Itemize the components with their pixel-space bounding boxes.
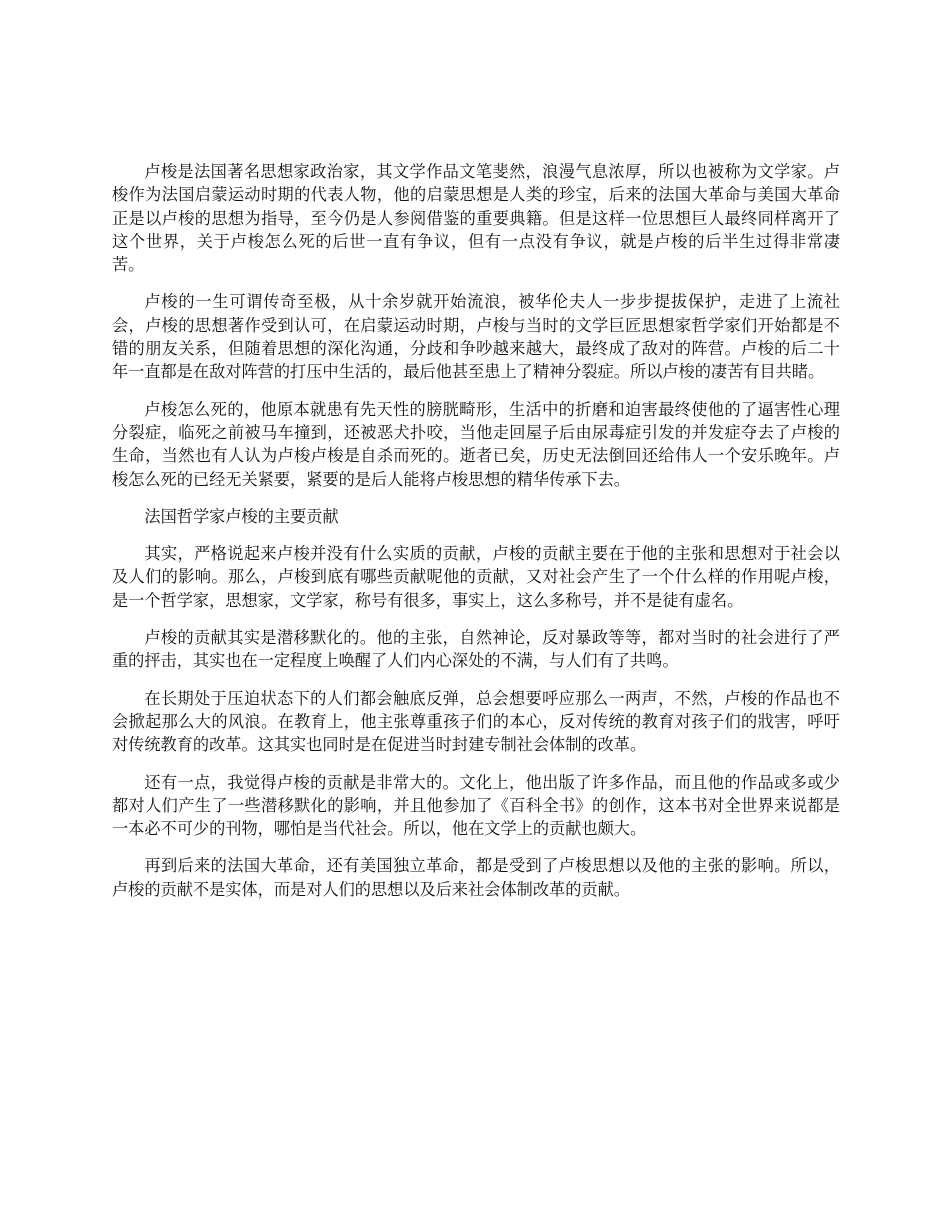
paragraph-contribution-culture: 还有一点，我觉得卢梭的贡献是非常大的。文化上，他出版了许多作品，而且他的作品或多或少都对人们产生了一些潜移默化的影响，并且他参加了《百科全书》的创作，这本书对全世界来说都是一本必不可少的刊物，哪怕是当代社会。所以，他在文学上的贡献也颇大。 <box>112 772 840 839</box>
paragraph-contribution-influence: 卢梭的贡献其实是潜移默化的。他的主张，自然神论，反对暴政等等，都对当时的社会进行了严重的抨击，其实也在一定程度上唤醒了人们内心深处的不满，与人们有了共鸣。 <box>112 628 840 671</box>
paragraph-contribution-overview: 其实，严格说起来卢梭并没有什么实质的贡献，卢梭的贡献主要在于他的主张和思想对于社会以及人们的影响。那么，卢梭到底有哪些贡献呢他的贡献，又对社会产生了一个什么样的作用呢卢梭，是一个哲学家，思想家，文学家，称号有很多，事实上，这么多称号，并不是徒有虚名。 <box>112 544 840 610</box>
section-heading: 法国哲学家卢梭的主要贡献 <box>144 506 339 526</box>
paragraph-intro: 卢梭是法国著名思想家政治家，其文学作品文笔斐然，浪漫气息浓厚，所以也被称为文学家。卢梭作为法国启蒙运动时期的代表人物，他的启蒙思想是人类的珍宝，后来的法国大革命与美国大革命正是以卢梭的思想为指导，至今仍是人参阅借鉴的重要典籍。但是这样一位思想巨人最终同样离开了这个世界，关于卢梭怎么死的后世一直有争议，但有一点没有争议，就是卢梭的后半生过得非常凄苦。 <box>112 162 840 275</box>
paragraph-contribution-revolution: 再到后来的法国大革命，还有美国独立革命，都是受到了卢梭思想以及他的主张的影响。所以，卢梭的贡献不是实体，而是对人们的思想以及后来社会体制改革的贡献。 <box>112 856 840 899</box>
paragraph-contribution-education: 在长期处于压迫状态下的人们都会触底反弹，总会想要呼应那么一两声，不然，卢梭的作品也不会掀起那么大的风浪。在教育上，他主张尊重孩子们的本心，反对传统的教育对孩子们的戕害，呼吁对传统教育的改革。这其实也同时是在促进当时封建专制社会体制的改革。 <box>112 688 840 755</box>
paragraph-life: 卢梭的一生可谓传奇至极，从十余岁就开始流浪，被华伦夫人一步步提拔保护，走进了上流社会，卢梭的思想著作受到认可，在启蒙运动时期，卢梭与当时的文学巨匠思想家哲学家们开始都是不错的朋友关系，但随着思想的深化沟通，分歧和争吵越来越大，最终成了敌对的阵营。卢梭的后二十年一直都是在敌对阵营的打压中生活的，最后他甚至患上了精神分裂症。所以卢梭的凄苦有目共睹。 <box>112 292 840 382</box>
paragraph-death: 卢梭怎么死的，他原本就患有先天性的膀胱畸形，生活中的折磨和迫害最终使他的了逼害性心理分裂症，临死之前被马车撞到，还被恶犬扑咬，当他走回屋子后由尿毒症引发的并发症夺去了卢梭的生命，当然也有人认为卢梭卢梭是自杀而死的。逝者已矣，历史无法倒回还给伟人一个安乐晚年。卢梭怎么死的已经无关紧要，紧要的是后人能将卢梭思想的精华传承下去。 <box>112 399 840 489</box>
document-page <box>112 160 840 915</box>
